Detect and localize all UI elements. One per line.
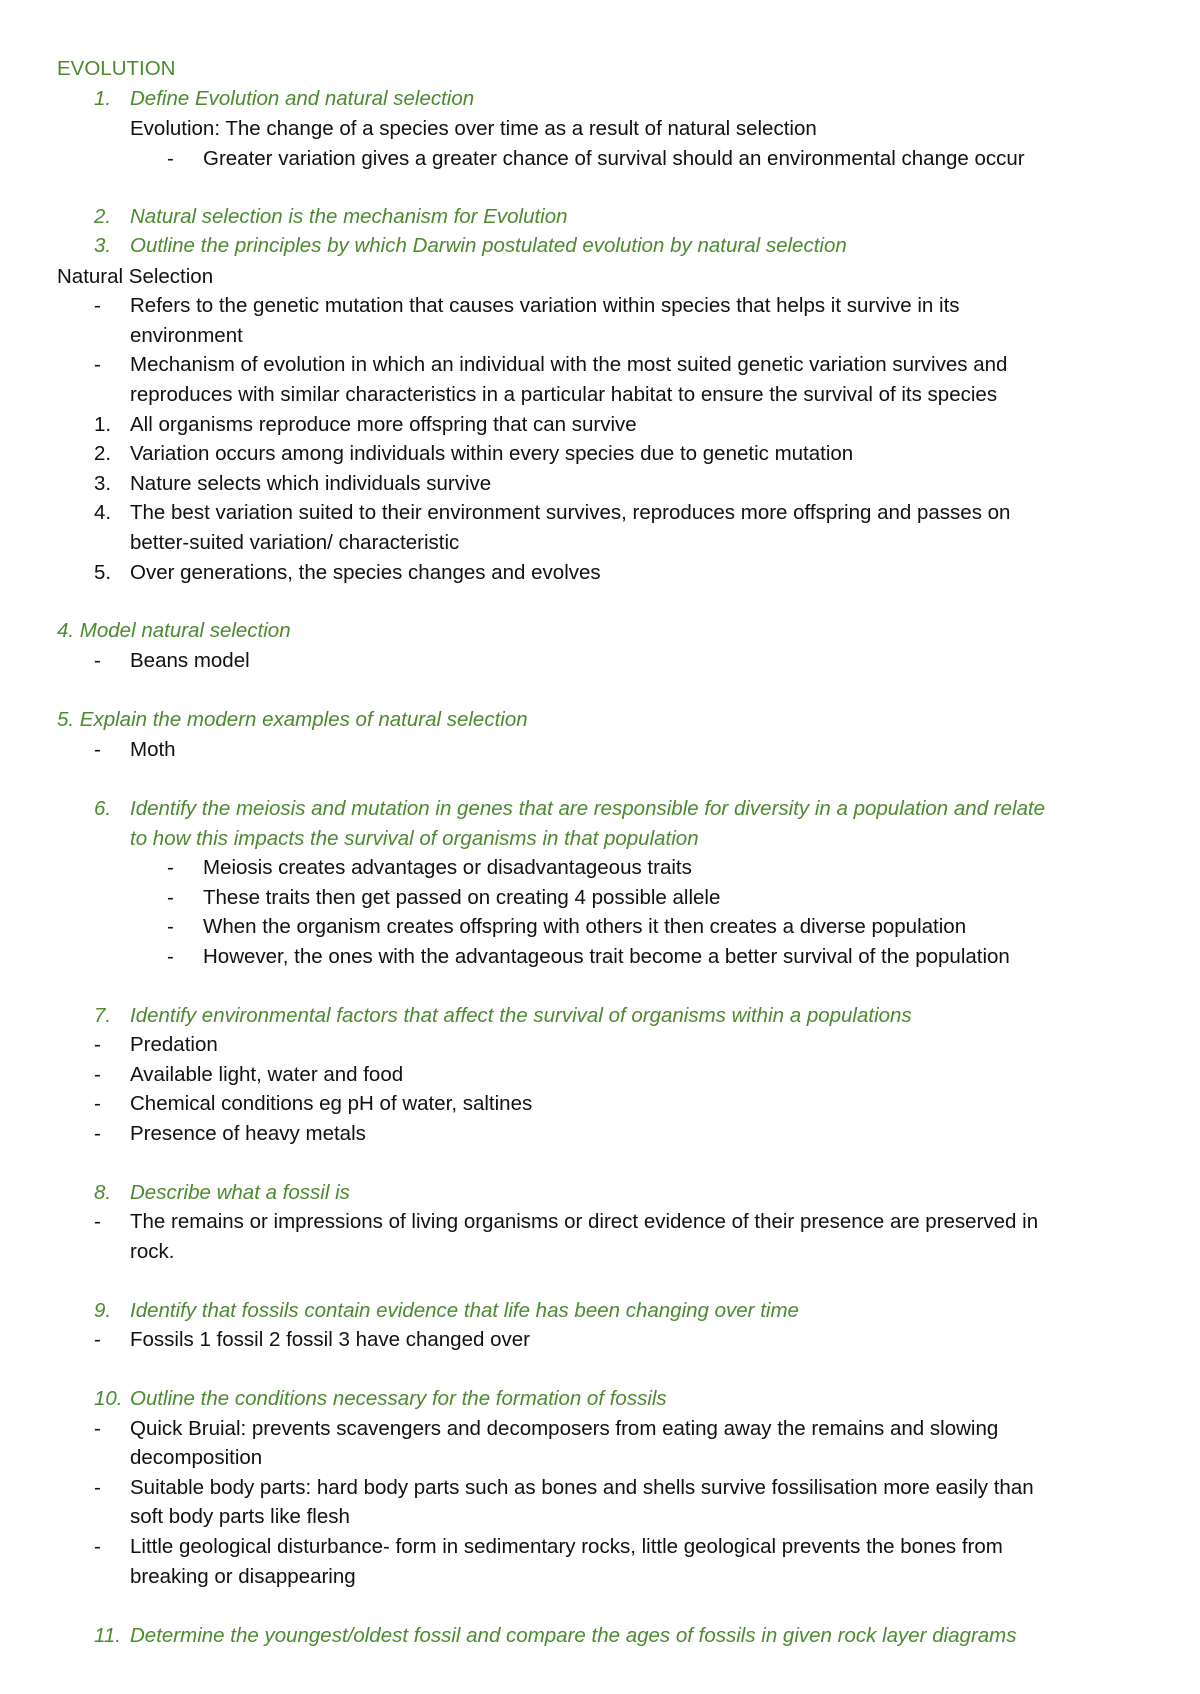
list-number: 1. (94, 413, 112, 436)
list-text: Variation occurs among individuals within every species due to genetic mutation (130, 442, 854, 465)
list-text-cont: better-suited variation/ characteristic (130, 531, 460, 554)
bullet-dash: - (94, 1063, 101, 1086)
document-title: EVOLUTION (57, 57, 176, 80)
bullet-dash: - (167, 945, 174, 968)
heading-1 (94, 86, 111, 112)
bullet-text-cont: soft body parts like flesh (130, 1505, 350, 1528)
bullet-dash: - (94, 738, 101, 761)
heading-8-text: Describe what a fossil is (130, 1181, 350, 1204)
bullet-text: Available light, water and food (130, 1063, 404, 1086)
bullet-text: Little geological disturbance- form in sedimentary rocks, little geological prevents the bones from (130, 1535, 1003, 1558)
bullet-dash: - (94, 649, 101, 672)
list-number: 9. (94, 1299, 112, 1322)
bullet-text: Chemical conditions eg pH of water, saltines (130, 1092, 533, 1115)
bullet-dash: - (94, 1328, 101, 1351)
bullet-dash: - (167, 147, 174, 170)
bullet-text: When the organism creates offspring with others it then creates a diverse population (203, 915, 967, 938)
list-text: The best variation suited to their environment survives, reproduces more offspring and passes on (130, 501, 1011, 524)
list-number: 4. (94, 501, 112, 524)
bullet-text-cont: reproduces with similar characteristics in a particular habitat to ensure the survival of its species (130, 383, 998, 406)
list-number: 1. (94, 87, 112, 110)
list-number: 7. (94, 1004, 112, 1027)
list-number: 2. (94, 442, 112, 465)
bullet-text: Fossils 1 fossil 2 fossil 3 have changed over (130, 1328, 530, 1351)
bullet-dash: - (167, 856, 174, 879)
bullet-text: Mechanism of evolution in which an individual with the most suited genetic variation survives and (130, 353, 1008, 376)
list-number: 10. (94, 1387, 123, 1410)
bullet-dash: - (94, 1033, 101, 1056)
bullet-text: These traits then get passed on creating 4 possible allele (203, 886, 721, 909)
list-number: 3. (94, 472, 112, 495)
heading-11-text: Determine the youngest/oldest fossil and compare the ages of fossils in given rock layer diagrams (130, 1624, 1017, 1647)
list-number: 5. (94, 561, 112, 584)
bullet-text-cont: environment (130, 324, 243, 347)
list-text: Over generations, the species changes and evolves (130, 561, 601, 584)
list-number: 11. (94, 1624, 121, 1647)
bullet-text: Quick Bruial: prevents scavengers and decomposers from eating away the remains and slowing (130, 1417, 999, 1440)
evolution-definition: Evolution: The change of a species over time as a result of natural selection (130, 117, 817, 140)
bullet-dash: - (94, 1535, 101, 1558)
bullet-text: Presence of heavy metals (130, 1122, 366, 1145)
bullet-text: The remains or impressions of living organisms or direct evidence of their presence are preserved in (130, 1210, 1039, 1233)
list-number: 8. (94, 1181, 112, 1204)
heading-9-text: Identify that fossils contain evidence that life has been changing over time (130, 1299, 799, 1322)
bullet-text: Moth (130, 738, 176, 761)
heading-5: 5. Explain the modern examples of natural selection (57, 708, 528, 731)
bullet-text: Predation (130, 1033, 218, 1056)
heading-3-text: Outline the principles by which Darwin postulated evolution by natural selection (130, 234, 847, 257)
bullet-dash: - (167, 886, 174, 909)
bullet-dash: - (94, 1122, 101, 1145)
heading-6-text-cont: to how this impacts the survival of organisms in that population (130, 827, 699, 850)
list-number: 3. (94, 234, 112, 257)
bullet-text-cont: breaking or disappearing (130, 1565, 356, 1588)
heading-2-text: Natural selection is the mechanism for Evolution (130, 205, 568, 228)
bullet-dash: - (94, 353, 101, 376)
heading-7-text: Identify environmental factors that affect the survival of organisms within a populations (130, 1004, 912, 1027)
bullet-text: Beans model (130, 649, 250, 672)
bullet-dash: - (94, 1210, 101, 1233)
bullet-text: Refers to the genetic mutation that causes variation within species that helps it survive in its (130, 294, 960, 317)
bullet-text: Meiosis creates advantages or disadvantageous traits (203, 856, 692, 879)
bullet-text: Suitable body parts: hard body parts such as bones and shells survive fossilisation more easily than (130, 1476, 1034, 1499)
section-label: Natural Selection (57, 265, 214, 288)
bullet-text-cont: rock. (130, 1240, 175, 1263)
bullet-dash: - (94, 1476, 101, 1499)
bullet-dash: - (167, 915, 174, 938)
bullet-text: Greater variation gives a greater chance of survival should an environmental change occur (203, 147, 1025, 170)
heading-1-text: Define Evolution and natural selection (130, 87, 475, 110)
list-number: 6. (94, 797, 112, 820)
heading-10-text: Outline the conditions necessary for the formation of fossils (130, 1387, 667, 1410)
bullet-dash: - (94, 294, 101, 317)
list-number: 2. (94, 205, 112, 228)
bullet-text-cont: decomposition (130, 1446, 263, 1469)
bullet-text: However, the ones with the advantageous trait become a better survival of the population (203, 945, 1010, 968)
bullet-dash: - (94, 1092, 101, 1115)
heading-4: 4. Model natural selection (57, 619, 291, 642)
list-text: All organisms reproduce more offspring that can survive (130, 413, 637, 436)
bullet-dash: - (94, 1417, 101, 1440)
list-text: Nature selects which individuals survive (130, 472, 492, 495)
heading-6-text: Identify the meiosis and mutation in genes that are responsible for diversity in a population and relate (130, 797, 1046, 820)
